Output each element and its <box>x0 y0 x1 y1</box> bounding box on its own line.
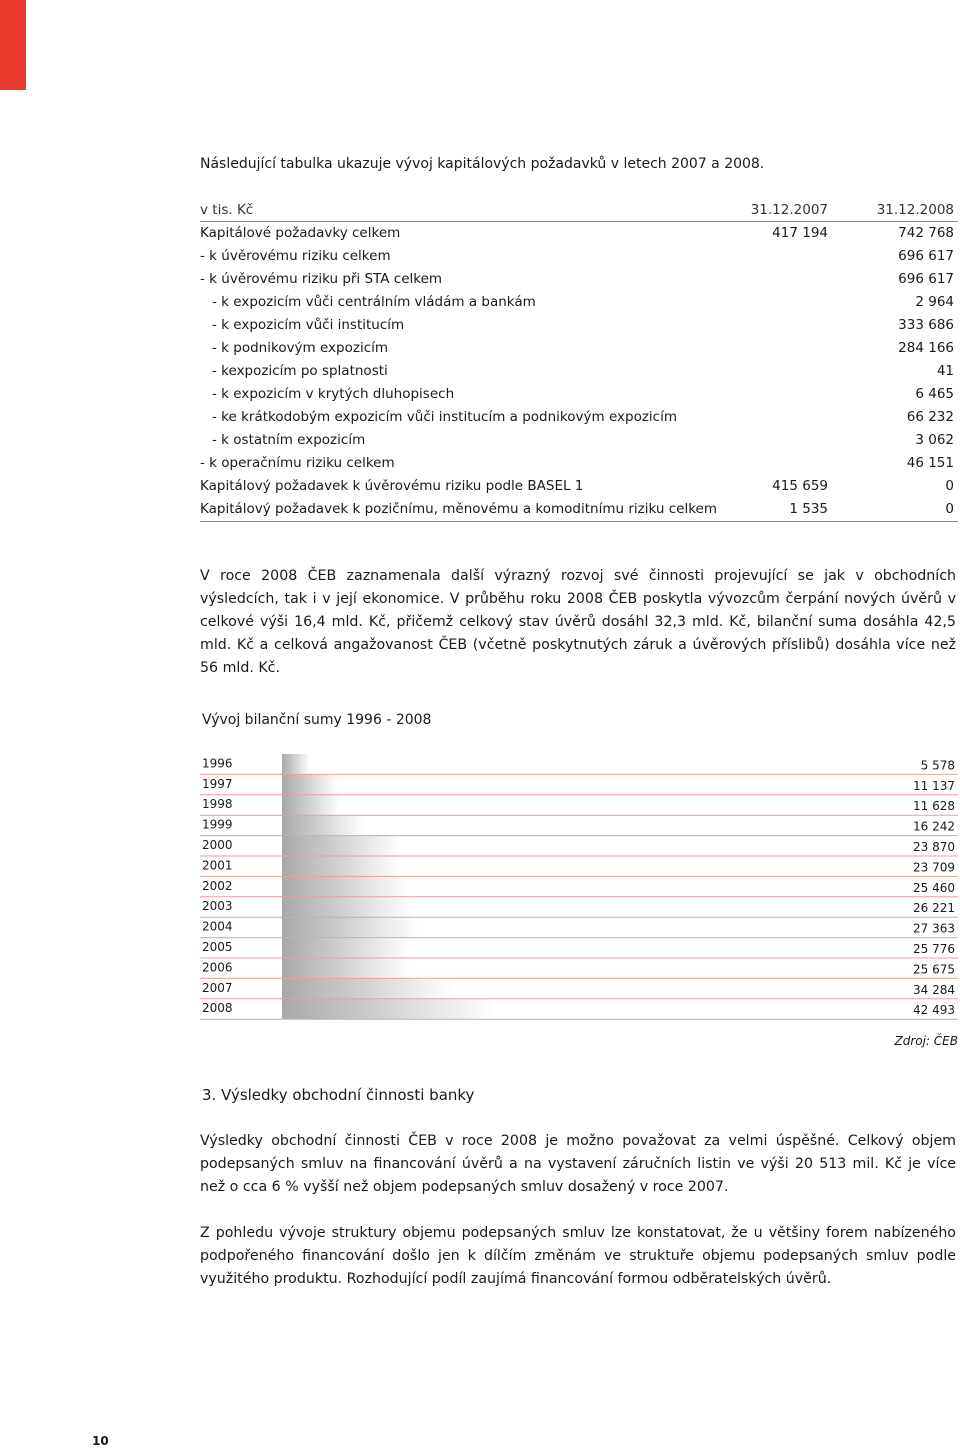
value-2008: 3 062 <box>915 432 954 448</box>
section-heading: 3. Výsledky obchodní činnosti banky <box>202 1086 475 1104</box>
year-label: 2007 <box>202 980 233 995</box>
column-header-2007: 31.12.2007 <box>750 202 828 218</box>
table-header-row <box>200 200 958 222</box>
table-row <box>200 222 958 245</box>
row-label: - k expozicím v krytých dluhopisech <box>212 386 455 402</box>
value-label: 42 493 <box>913 1003 955 1018</box>
value-2008: 696 617 <box>898 271 954 287</box>
table-row <box>200 383 958 406</box>
table-row <box>200 360 958 383</box>
bar-2008 <box>282 999 494 1019</box>
value-label: 25 776 <box>913 942 955 956</box>
paragraph-results: V roce 2008 ČEB zaznamenala další výrazný rozvoj své činnosti projevující se jak v obchodních výsledcích, tak i v její ekonomice. V průběhu roku 2008 ČEB poskytla vývozcům čerpání nových úvěrů v celkové výši 16,4 mld. Kč, přičemž celkový stav úvěrů dosáhl 32,3 mld. Kč, bilanční suma dosáhla 42,5 mld. Kč a celková angažovanost ČEB (včetně poskytnutých záruk a úvěrových příslibů) dosáhla více než 56 mld. Kč. <box>200 568 956 676</box>
value-2008: 0 <box>945 501 954 517</box>
table-row <box>200 291 958 314</box>
value-label: 16 242 <box>913 819 955 834</box>
value-2008: 41 <box>936 363 954 379</box>
row-label: - k ostatním expozicím <box>212 432 366 448</box>
year-label: 2002 <box>202 878 233 893</box>
value-2008: 46 151 <box>906 455 954 471</box>
column-header-2008: 31.12.2008 <box>876 202 954 218</box>
year-label: 2003 <box>202 899 233 914</box>
value-2008: 696 617 <box>898 248 954 264</box>
value-label: 23 870 <box>913 840 955 854</box>
bar-1997 <box>282 774 338 794</box>
value-2008: 284 166 <box>898 340 954 356</box>
chart-title: Vývoj bilanční sumy 1996 - 2008 <box>202 712 432 728</box>
year-label: 2001 <box>202 858 233 873</box>
bar-2007 <box>282 978 453 998</box>
table-row <box>200 337 958 360</box>
value-2007: 417 194 <box>772 225 828 241</box>
red-corner-tab <box>0 0 26 90</box>
value-2008: 6 465 <box>915 386 954 402</box>
paragraph-business-results: Výsledky obchodní činnosti ČEB v roce 2008 je možno považovat za velmi úspěšné. Celkový objem podepsaných smluv na financování úvěrů a na vystavení záručních listin ve výši 20 513 mil. Kč je více než o cca 6 % vyšší než objem podepsaných smluv dosažený v roce 2007. <box>200 1133 956 1195</box>
table-row <box>200 475 958 498</box>
value-2008: 2 964 <box>915 294 954 310</box>
value-label: 25 460 <box>913 880 955 895</box>
value-2007: 1 535 <box>789 501 828 517</box>
row-label: - k podnikovým expozicím <box>212 340 389 356</box>
year-label: 2005 <box>202 940 233 954</box>
paragraph-structure: Z pohledu vývoje struktury objemu podepsaných smluv lze konstatovat, že u většiny forem nabízeného podpořeného financování došlo jen k dílčím změnám ve struktuře objemu podepsaných smluv podle využitého produktu. Rozhodující podíl zaujímá financování formou odběratelských úvěrů. <box>200 1225 956 1287</box>
value-label: 11 628 <box>913 799 955 814</box>
row-label: - k expozicím vůči centrálním vládám a bankám <box>212 294 536 310</box>
row-label: - kexpozicím po splatnosti <box>212 363 388 379</box>
year-label: 1998 <box>202 797 233 812</box>
value-label: 26 221 <box>913 901 955 916</box>
value-label: 25 675 <box>913 962 955 977</box>
table-body <box>200 222 958 522</box>
row-label: - k úvěrovému riziku při STA celkem <box>200 271 443 287</box>
bar-2001 <box>282 856 400 876</box>
value-2008: 0 <box>945 478 954 494</box>
year-label: 1997 <box>202 776 233 791</box>
year-label: 2006 <box>202 960 233 975</box>
value-2007: 415 659 <box>772 478 828 494</box>
value-label: 34 284 <box>913 982 955 997</box>
intro-text: Následující tabulka ukazuje vývoj kapitálových požadavků v letech 2007 a 2008. <box>200 156 765 172</box>
value-2008: 742 768 <box>898 225 954 241</box>
year-label: 1999 <box>202 817 233 832</box>
row-label: - k expozicím vůči institucím <box>212 317 405 333</box>
year-label: 1996 <box>202 756 233 771</box>
table-row <box>200 452 958 475</box>
bar-1999 <box>282 815 363 835</box>
table-row <box>200 314 958 337</box>
bar-2006 <box>282 958 410 978</box>
bar-2004 <box>282 917 419 937</box>
row-label: Kapitálové požadavky celkem <box>200 225 401 241</box>
row-label: Kapitálový požadavek k úvěrovému riziku podle BASEL 1 <box>200 478 584 494</box>
value-label: 23 709 <box>913 860 955 875</box>
capital-requirements-table <box>200 200 958 522</box>
value-label: 27 363 <box>913 921 955 936</box>
year-label: 2004 <box>202 919 233 934</box>
value-2008: 66 232 <box>906 409 954 425</box>
page-number: 10 <box>92 1434 109 1448</box>
row-label: - k operačnímu riziku celkem <box>200 455 395 471</box>
bar-1998 <box>282 795 340 815</box>
unit-label: v tis. Kč <box>200 202 254 218</box>
table-row <box>200 429 958 452</box>
bar-2005 <box>282 938 411 958</box>
source-note: Zdroj: ČEB <box>894 1034 958 1048</box>
year-label: 2008 <box>202 1001 233 1016</box>
value-label: 5 578 <box>920 758 955 773</box>
bar-2003 <box>282 897 413 917</box>
table-row <box>200 406 958 429</box>
value-2008: 333 686 <box>898 317 954 333</box>
value-label: 11 137 <box>913 778 955 793</box>
year-label: 2000 <box>202 838 233 852</box>
row-label: Kapitálový požadavek k pozičnímu, měnovému a komoditnímu riziku celkem <box>200 501 717 517</box>
bar-2002 <box>282 876 409 896</box>
balance-sum-bar-chart <box>200 752 958 1022</box>
row-label: - ke krátkodobým expozicím vůči institucím a podnikovým expozicím <box>212 409 677 425</box>
table-row <box>200 245 958 268</box>
bar-2000 <box>282 836 401 856</box>
bar-1996 <box>282 754 310 774</box>
table-row <box>200 498 958 522</box>
table-row <box>200 268 958 291</box>
row-label: - k úvěrovému riziku celkem <box>200 248 391 264</box>
